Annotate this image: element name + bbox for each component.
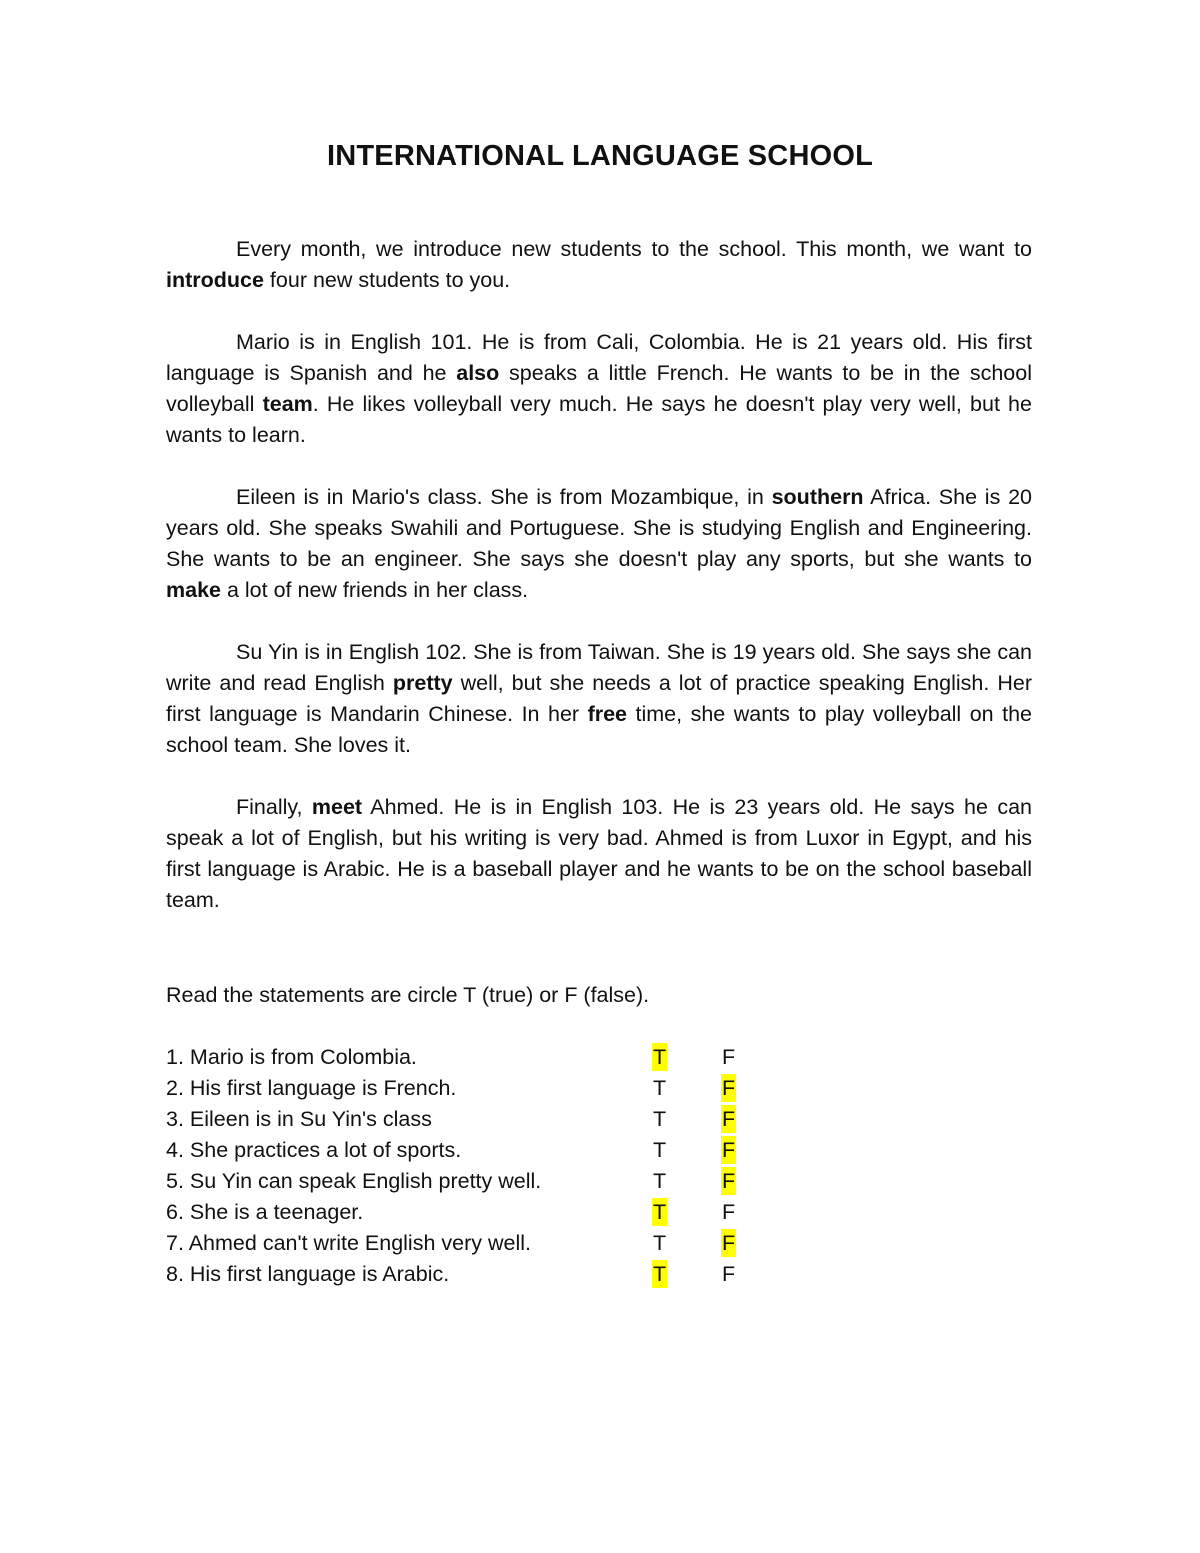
vocabulary-word: make: [166, 578, 221, 602]
vocabulary-word: also: [456, 361, 500, 385]
text-run: . He likes volleyball very much. He says he doesn't play very well, but he wants to learn.: [166, 392, 1032, 447]
vocabulary-word: meet: [311, 795, 363, 819]
question-text: 1. Mario is from Colombia.: [166, 1045, 417, 1069]
question-text: 7. Ahmed can't write English very well.: [166, 1231, 531, 1255]
text-run: Ahmed. He is in English 103. He is 23 years old. He says he can speak a lot of English, but his writing is very bad. Ahmed is from Luxor in Egypt, and his first language is Arabic. He is a baseball player and he wants to be on the school baseball team.: [166, 795, 1032, 912]
paragraph: [166, 234, 1032, 296]
paragraph: [166, 327, 1032, 451]
question-text: 5. Su Yin can speak English pretty well.: [166, 1169, 542, 1193]
false-option[interactable]: F: [722, 1231, 736, 1255]
text-run: speaks a little French. He wants to be in the school volleyball: [166, 361, 1032, 416]
text-run: time, she wants to play volleyball on the school team. She loves it.: [166, 702, 1032, 757]
false-option[interactable]: F: [722, 1076, 736, 1100]
question-row: [166, 1259, 766, 1290]
question-text: 2. His first language is French.: [166, 1076, 457, 1100]
paragraph: [166, 482, 1032, 606]
text-run: Every month, we introduce new students to the school. This month, we want to: [236, 237, 1032, 261]
vocabulary-word: free: [587, 702, 628, 726]
question-text: 6. She is a teenager.: [166, 1200, 364, 1224]
true-option[interactable]: T: [653, 1138, 667, 1162]
text-run: a lot of new friends in her class.: [221, 578, 529, 602]
question-row: [166, 1228, 766, 1259]
true-option[interactable]: T: [653, 1045, 667, 1069]
false-option[interactable]: F: [722, 1200, 736, 1224]
question-row: [166, 1135, 766, 1166]
vocabulary-word: team: [262, 392, 313, 416]
text-run: well, but she needs a lot of practice speaking English. Her first language is Mandarin Chinese. In her: [166, 671, 1032, 726]
question-row: [166, 1073, 766, 1104]
text-run: four new students to you.: [263, 268, 511, 292]
false-option[interactable]: F: [722, 1107, 736, 1131]
true-option[interactable]: T: [653, 1076, 667, 1100]
question-row: [166, 1166, 766, 1197]
vocabulary-word: introduce: [166, 268, 264, 292]
false-option[interactable]: F: [722, 1169, 736, 1193]
true-option[interactable]: T: [653, 1169, 667, 1193]
question-row: [166, 1197, 766, 1228]
text-run: Mario is in English 101. He is from Cali, Colombia. He is 21 years old. His first language is Spanish and he: [166, 330, 1032, 385]
text-run: Africa. She is 20 years old. She speaks Swahili and Portuguese. She is studying English and Engineering. She wants to be an engineer. She says she doesn't play any sports, but she wants to: [166, 485, 1032, 571]
reading-passage: [166, 234, 1032, 916]
question-text: 4. She practices a lot of sports.: [166, 1138, 462, 1162]
page-title: INTERNATIONAL LANGUAGE SCHOOL: [326, 140, 874, 172]
question-text: 3. Eileen is in Su Yin's class: [166, 1107, 432, 1131]
vocabulary-word: pretty: [392, 671, 453, 695]
false-option[interactable]: F: [722, 1045, 736, 1069]
true-option[interactable]: T: [653, 1200, 667, 1224]
text-run: Eileen is in Mario's class. She is from Mozambique, in: [236, 485, 772, 509]
paragraph: [166, 637, 1032, 761]
true-option[interactable]: T: [653, 1107, 667, 1131]
text-run: Su Yin is in English 102. She is from Taiwan. She is 19 years old. She says she can write and read English: [166, 640, 1032, 695]
false-option[interactable]: F: [722, 1262, 736, 1286]
true-option[interactable]: T: [653, 1231, 667, 1255]
question-text: 8. His first language is Arabic.: [166, 1262, 450, 1286]
question-row: [166, 1104, 766, 1135]
false-option[interactable]: F: [722, 1138, 736, 1162]
true-false-list: [166, 1042, 766, 1290]
question-row: [166, 1042, 766, 1073]
vocabulary-word: southern: [771, 485, 864, 509]
true-option[interactable]: T: [653, 1262, 667, 1286]
paragraph: [166, 792, 1032, 916]
exercise-instruction: Read the statements are circle T (true) or F (false).: [166, 983, 650, 1007]
text-run: Finally,: [236, 795, 312, 819]
